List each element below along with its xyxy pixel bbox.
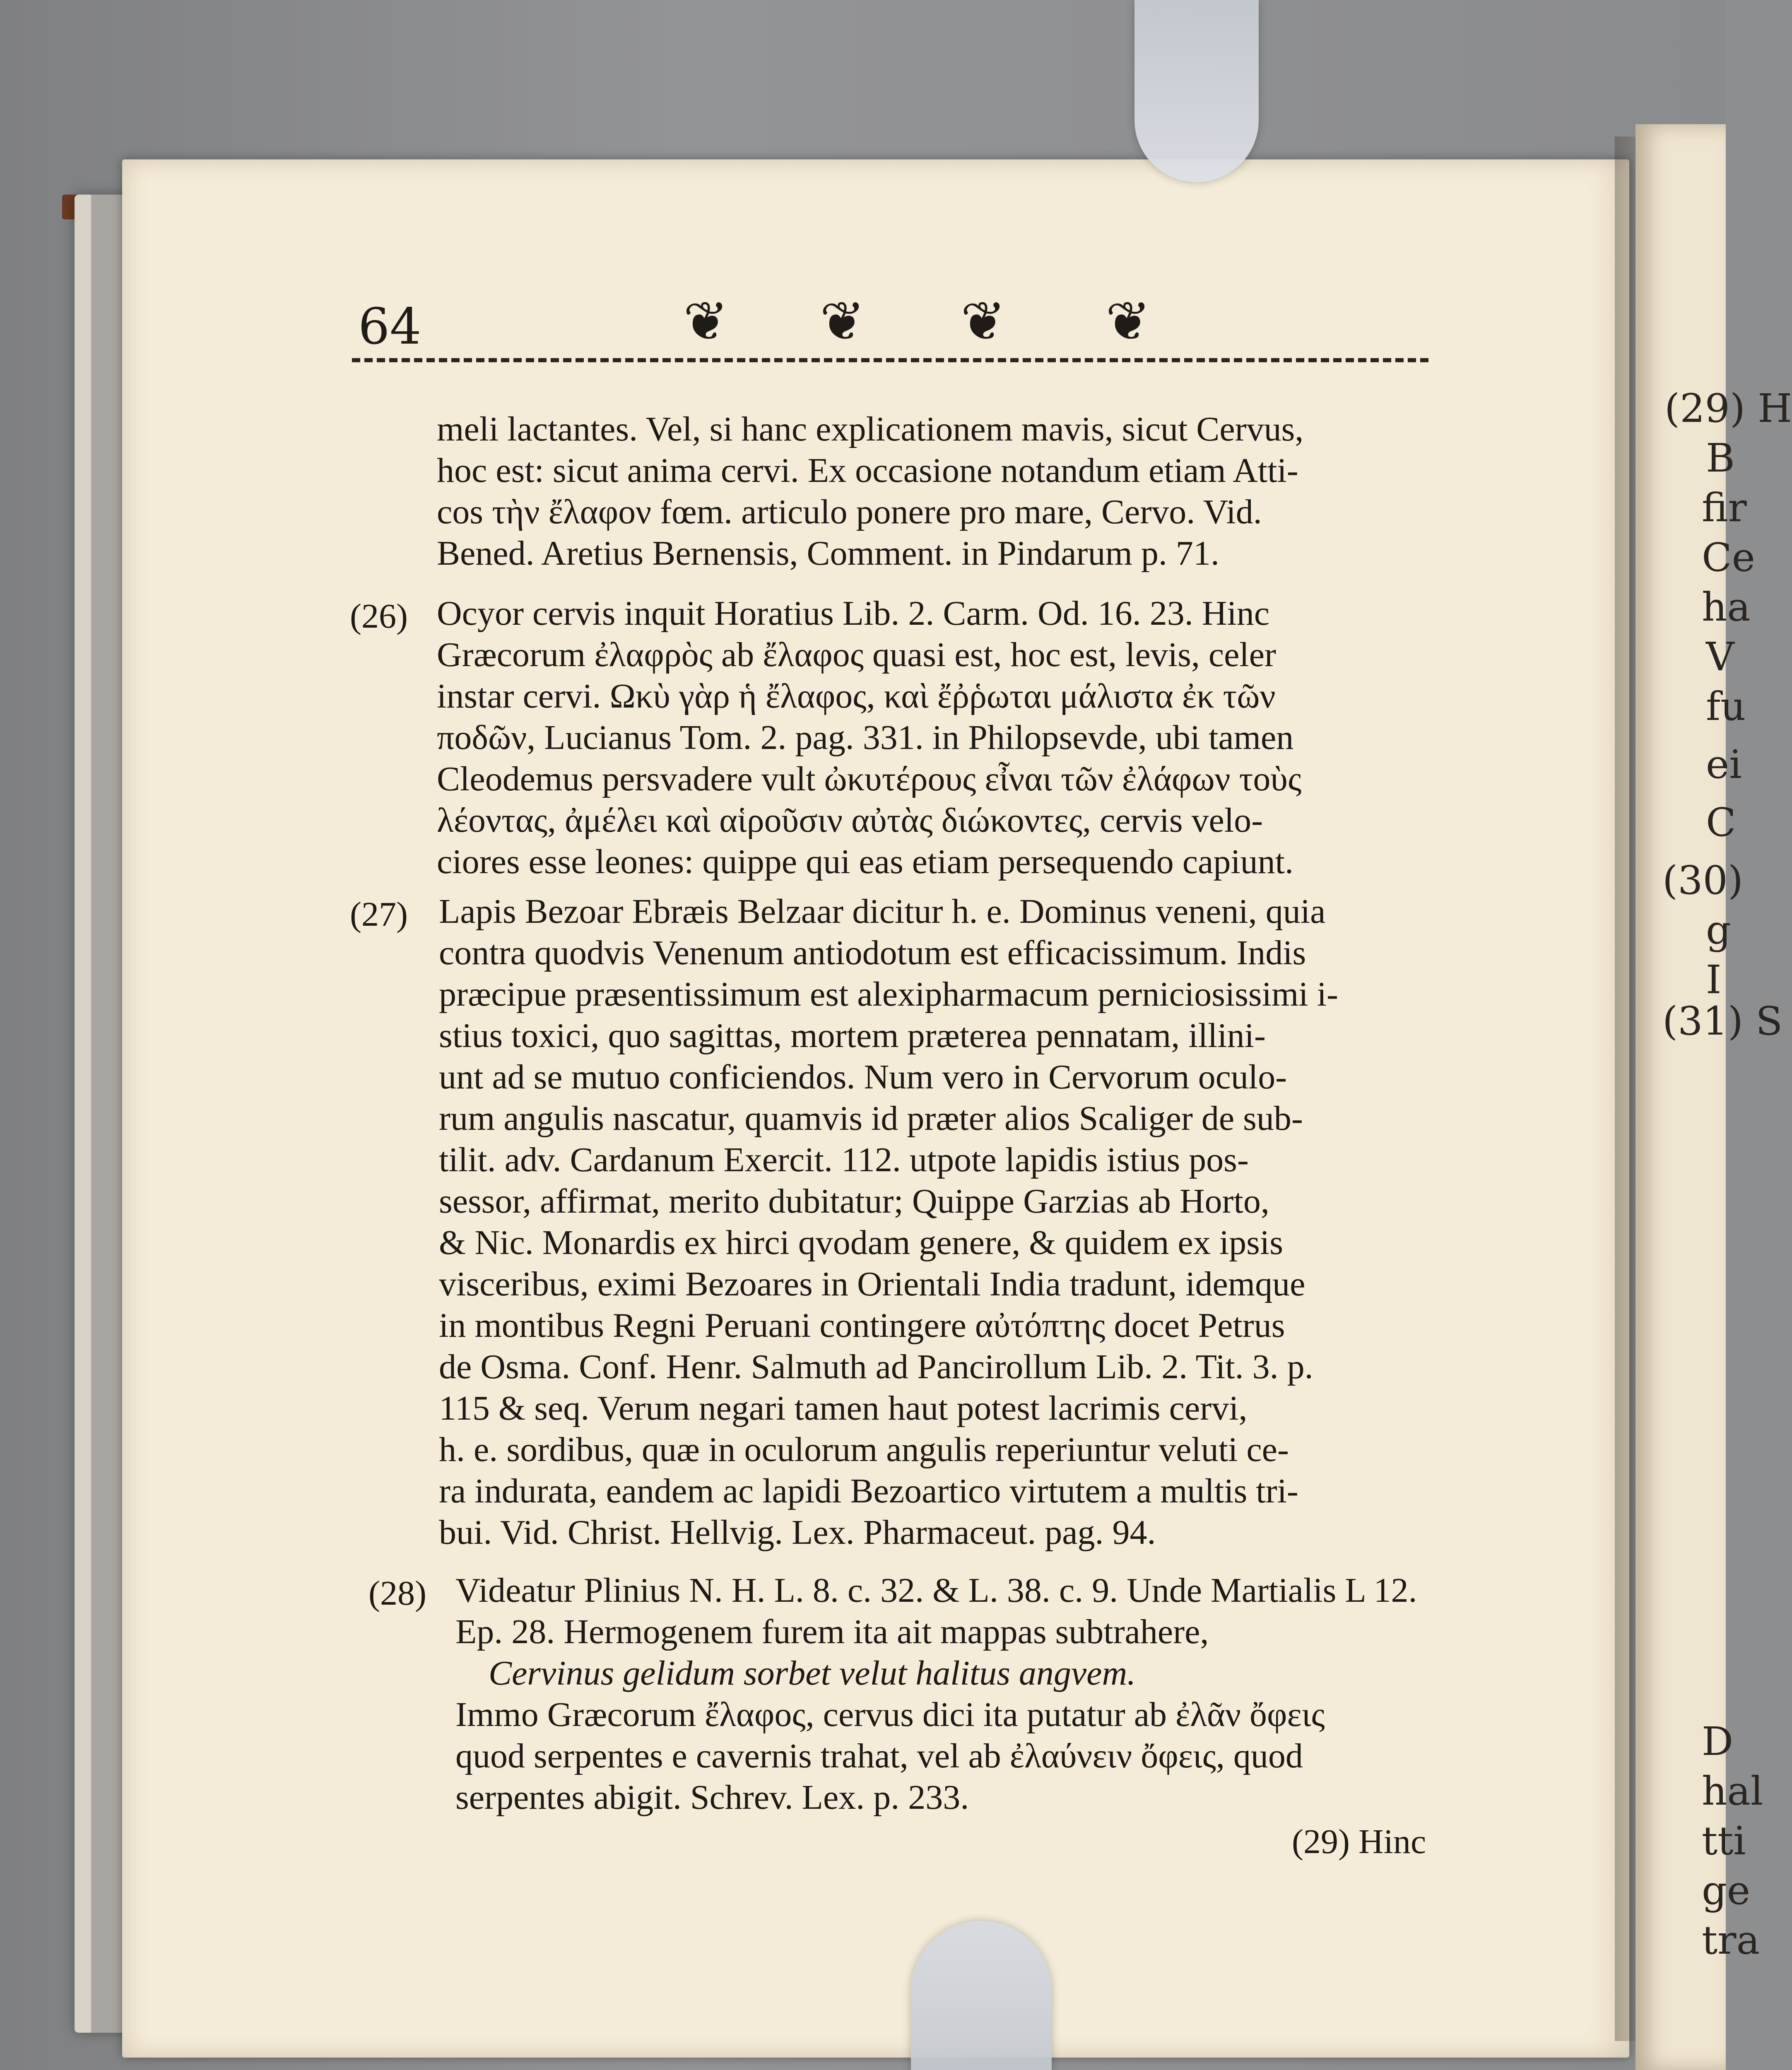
facing-text: g [1706,907,1731,953]
text-line: de Osma. Conf. Henr. Salmuth ad Pancirollum Lib. 2. Tit. 3. p. [439,1348,1313,1386]
text-line: tilit. adv. Cardanum Exercit. 112. utpote lapidis istius pos- [439,1141,1249,1179]
text-line: serpentes abigit. Schrev. Lex. p. 233. [455,1778,969,1817]
text-line: quod serpentes e cavernis trahat, vel ab ἐλαύνειν ὄφεις, quod [455,1737,1303,1775]
facing-page [1635,124,1792,2070]
facing-text: V [1706,634,1734,680]
facing-text: C [1706,800,1736,845]
text-line: Lapis Bezoar Ebræis Belzaar dicitur h. e. Dominus veneni, quia [439,892,1326,931]
facing-text: (30) [1662,858,1744,903]
text-line: ciores esse leones: quippe qui eas etiam persequendo capiunt. [437,842,1293,881]
facing-text: Ce [1702,535,1755,580]
facing-text: fir [1702,485,1747,531]
text-line: Videatur Plinius N. H. L. 8. c. 32. & L. 38. c. 9. Unde Martialis L 12. [455,1571,1417,1610]
text-line: Græcorum ἐλαφρὸς ab ἔλαφος quasi est, hoc est, levis, celer [437,635,1276,674]
text-line: visceribus, eximi Bezoares in Orientali India tradunt, idemque [439,1265,1305,1303]
text-line: Ep. 28. Hermogenem furem ita ait mappas subtrahere, [455,1613,1209,1651]
verse-line: Cervinus gelidum sorbet velut halitus angvem. [489,1654,1136,1692]
text-line: stius toxici, quo sagittas, mortem præterea pennatam, illini- [439,1016,1266,1055]
facing-text: (29) H [1664,386,1792,431]
text-line: Bened. Aretius Bernensis, Comment. in Pindarum p. 71. [437,534,1219,573]
note-marker-27: (27) [350,895,408,934]
text-line: Immo Græcorum ἔλαφος, cervus dici ita putatur ab ἐλᾶν ὄφεις [455,1695,1325,1734]
text-line: instar cervi. Ωκὺ γὰρ ἡ ἔλαφος, καὶ ἔῤῥωται μάλιστα ἐκ τῶν [437,677,1276,715]
facing-text: D [1702,1719,1734,1764]
text-line: sessor, affirmat, merito dubitatur; Quippe Garzias ab Horto, [439,1182,1269,1220]
text-line: h. e. sordibus, quæ in oculorum angulis reperiuntur veluti ce- [439,1430,1289,1469]
note-marker-26: (26) [350,597,408,635]
text-line: λέοντας, ἀμέλει καὶ αἱροῦσιν αὐτὰς διώκοντες, cervis velo- [437,801,1263,840]
facing-text: ei [1706,742,1742,787]
facing-text: (31) S [1662,999,1783,1044]
text-line: contra quodvis Venenum antiodotum est efficacissimum. Indis [439,934,1306,972]
text-line: 115 & seq. Verum negari tamen haut potest lacrimis cervi, [439,1389,1248,1427]
text-line: ποδῶν, Lucianus Tom. 2. pag. 331. in Philopsevde, ubi tamen [437,718,1294,757]
facing-text: ge [1702,1868,1751,1914]
ornament-icon: ❦ [961,290,1006,353]
text-line: ra indurata, eandem ac lapidi Bezoartico virtutem a multis tri- [439,1472,1298,1510]
facing-text: hal [1702,1769,1763,1814]
facing-text: I [1706,957,1722,1003]
catchword: (29) Hinc [1292,1822,1426,1861]
text-line: bui. Vid. Christ. Hellvig. Lex. Pharmaceut. pag. 94. [439,1513,1156,1552]
text-line: rum angulis nascatur, quamvis id præter alios Scaliger de sub- [439,1099,1303,1138]
facing-text: tra [1702,1918,1760,1963]
text-line: Cleodemus persvadere vult ὠκυτέρους εἶναι τῶν ἐλάφων τοὺς [437,760,1302,798]
note-marker-28: (28) [369,1574,426,1613]
page-number: 64 [358,298,422,356]
facing-text: ha [1702,585,1751,630]
book-clip-top [1134,0,1259,182]
header-rule [352,358,1428,367]
text-line: unt ad se mutuo conficiendos. Num vero in Cervorum oculo- [439,1058,1287,1096]
facing-text: fu [1706,684,1746,729]
text-line: Ocyor cervis inquit Horatius Lib. 2. Carm. Od. 16. 23. Hinc [437,594,1269,633]
text-line: hoc est: sicut anima cervi. Ex occasione notandum etiam Atti- [437,451,1298,490]
ornament-icon: ❦ [683,290,728,353]
text-line: præcipue præsentissimum est alexipharmacum perniciosissimi i- [439,975,1338,1013]
text-line: in montibus Regni Peruani contingere αὐτόπτης docet Petrus [439,1306,1285,1345]
facing-text: B [1706,436,1735,481]
text-line: meli lactantes. Vel, si hanc explicationem mavis, sicut Cervus, [437,410,1304,448]
book-clip-bottom [911,1921,1052,2070]
ornament-icon: ❦ [1106,290,1151,353]
text-line: & Nic. Monardis ex hirci qvodam genere, & quidem ex ipsis [439,1223,1283,1262]
ornament-icon: ❦ [820,290,865,353]
text-line: cos τὴν ἔλαφον fœm. articulo ponere pro mare, Cervo. Vid. [437,493,1262,531]
facing-text: tti [1702,1818,1746,1864]
